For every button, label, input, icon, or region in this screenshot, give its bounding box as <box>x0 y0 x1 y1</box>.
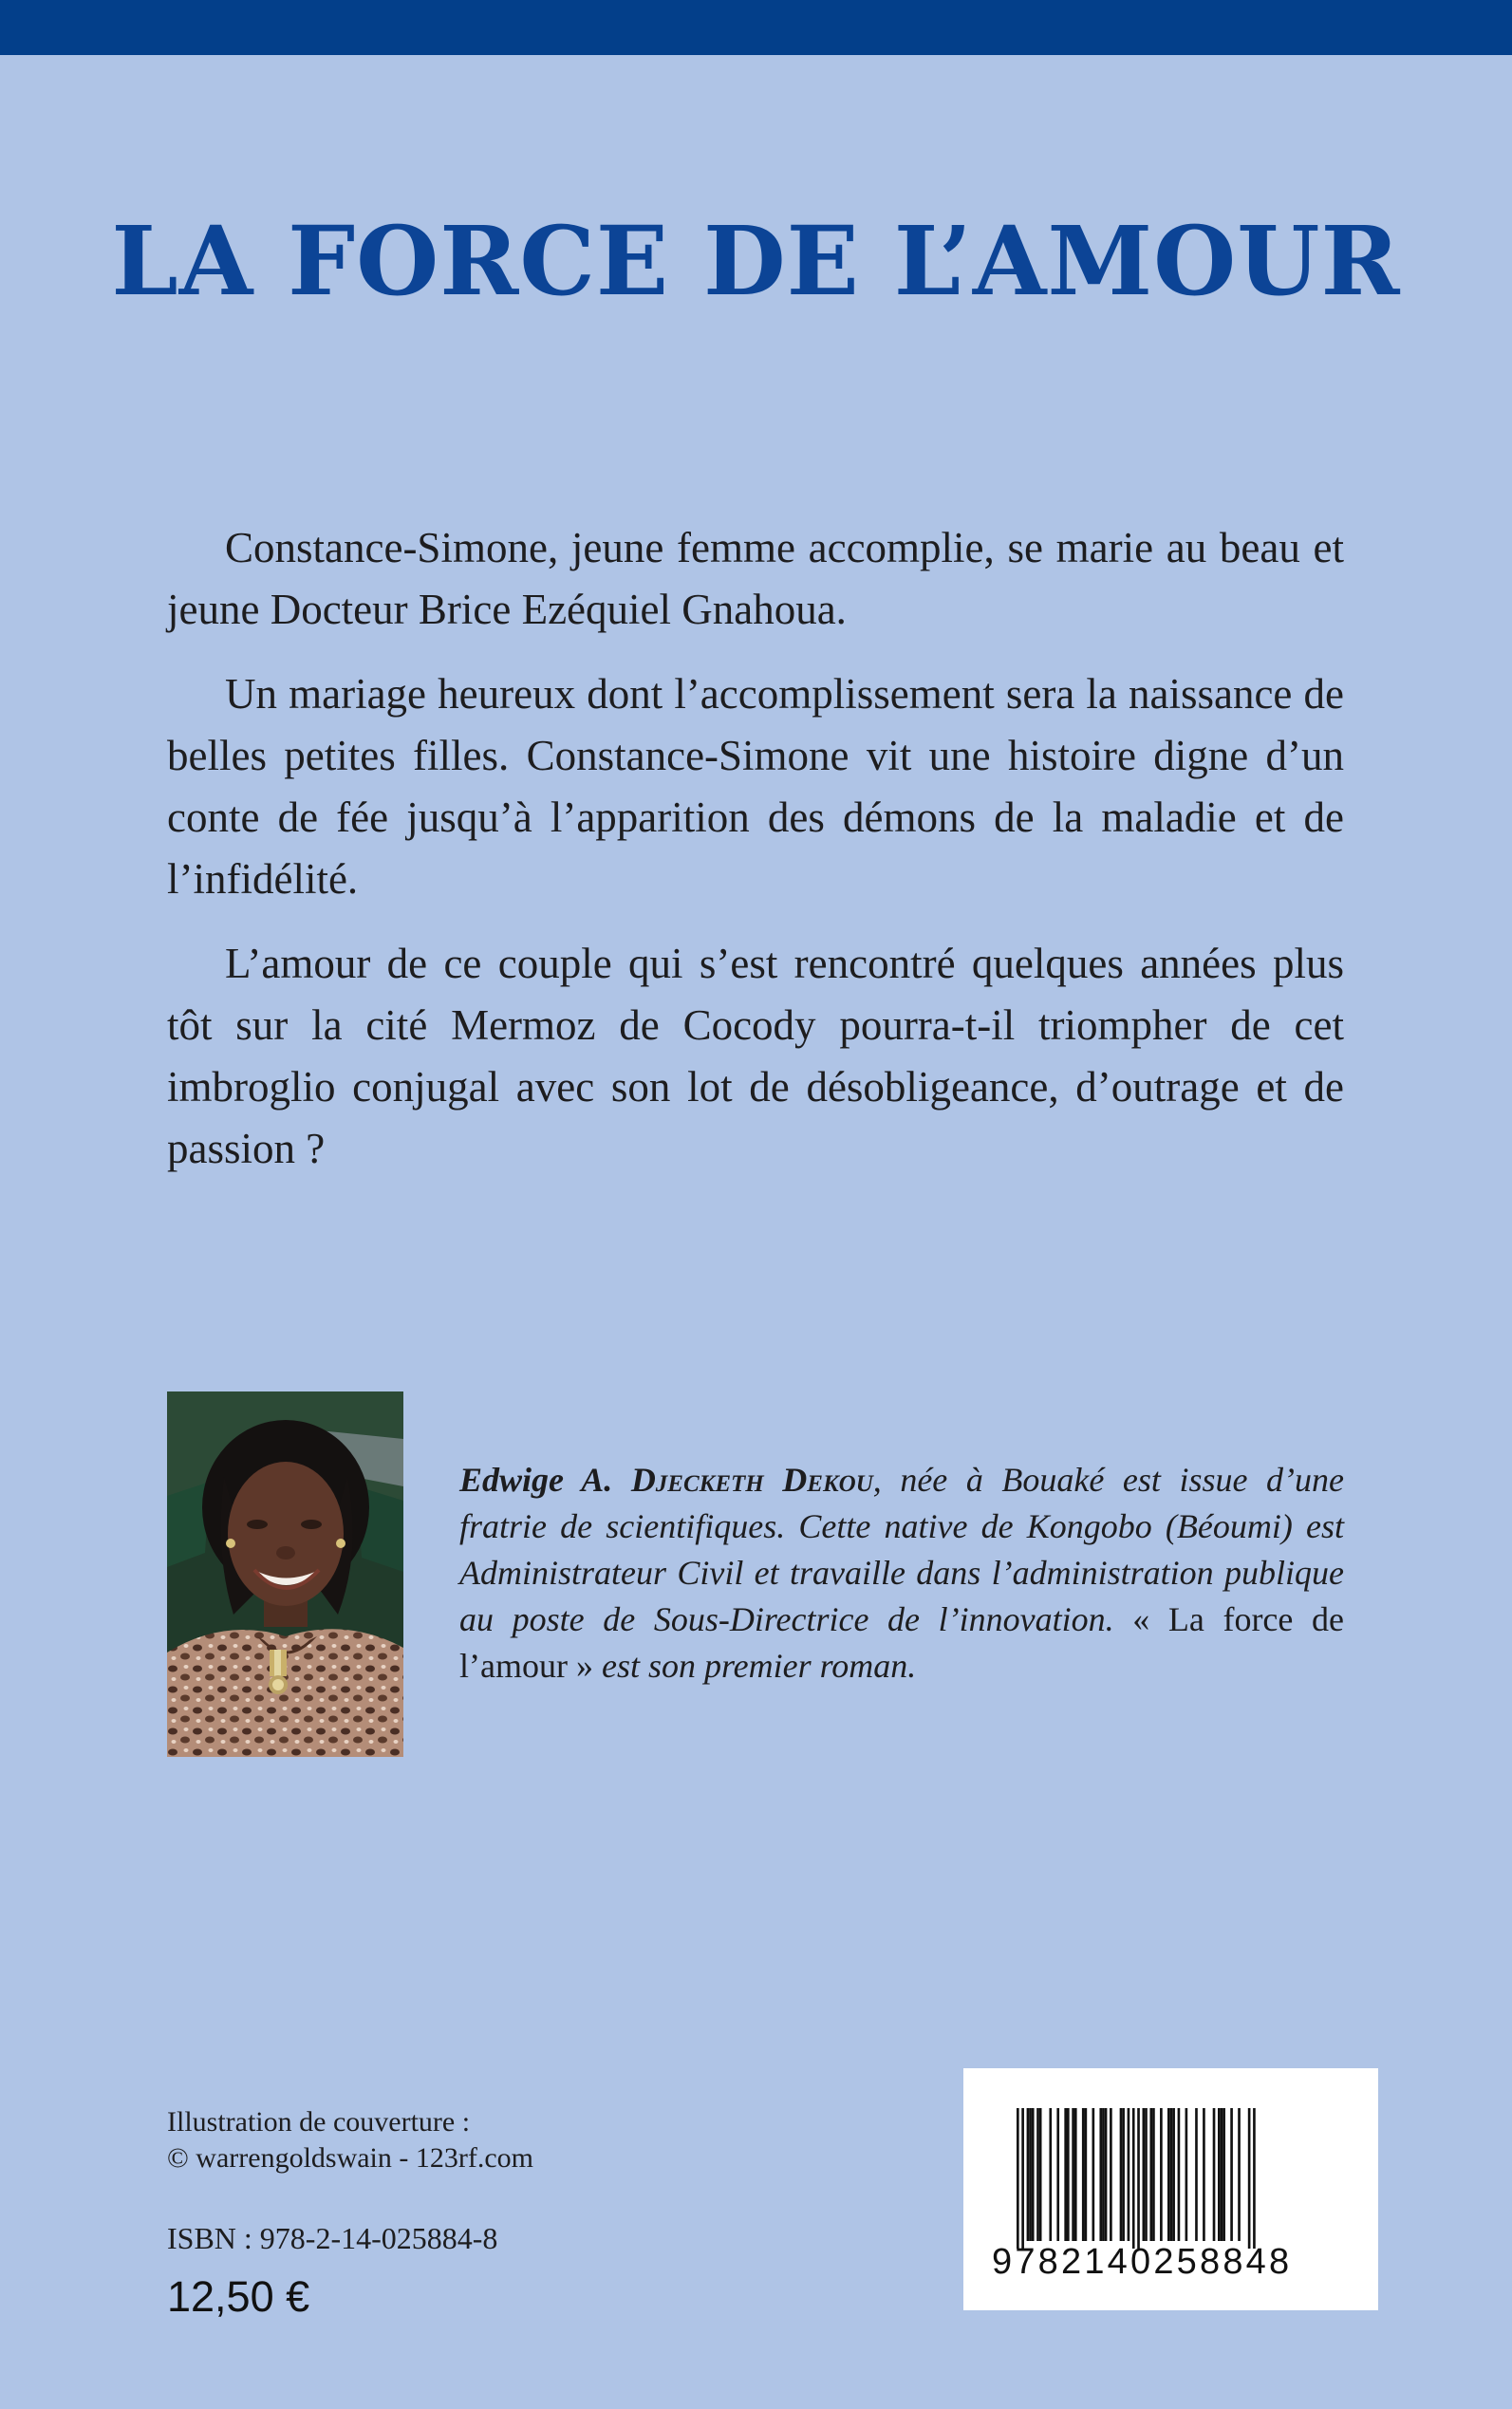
price-label: 12,50 € <box>167 2272 310 2321</box>
barcode-bar <box>1082 2108 1085 2241</box>
author-portrait-photo <box>167 1391 403 1757</box>
synopsis-paragraph: Constance-Simone, jeune femme accomplie, se marie au beau et jeune Docteur Brice Ezéquiel Gnahoua. <box>167 524 1344 633</box>
barcode-bar <box>1160 2108 1163 2241</box>
barcode-bar <box>1149 2108 1152 2241</box>
barcode-bar <box>1218 2108 1221 2241</box>
top-color-band <box>0 0 1512 55</box>
barcode-bar <box>1170 2108 1173 2241</box>
barcode-bar <box>1027 2108 1030 2241</box>
credits-line: © warrengoldswain - 123rf.com <box>167 2142 534 2174</box>
barcode-bar <box>1152 2108 1155 2241</box>
barcode-bars <box>963 2068 1378 2249</box>
synopsis-paragraph: Un mariage heureux dont l’accomplissement sera la naissance de belles petites filles. Constance-Simone vit une histoire digne d’un conte de fée jusqu’à l’apparition des démons de la maladie et de l’infidélité. <box>167 670 1344 903</box>
barcode-bar <box>1074 2108 1077 2241</box>
isbn-number: ISBN : 978-2-14-025884-8 <box>167 2221 498 2255</box>
barcode-bar <box>1085 2108 1088 2241</box>
author-first-name: Edwige A. <box>459 1461 631 1499</box>
barcode <box>963 2068 1378 2310</box>
barcode-bar <box>1221 2108 1223 2241</box>
barcode-bar <box>1099 2108 1102 2241</box>
barcode-bar <box>1253 2108 1256 2249</box>
barcode-bar <box>1185 2108 1188 2241</box>
barcode-bar <box>1102 2108 1105 2241</box>
barcode-bar <box>1039 2108 1042 2241</box>
barcode-bar <box>1064 2108 1067 2241</box>
barcode-bar <box>1110 2108 1112 2241</box>
barcode-bar <box>1120 2108 1123 2241</box>
book-title: LA FORCE DE L’AMOUR <box>111 205 1401 317</box>
barcode-bar <box>1230 2108 1233 2241</box>
book-title-reference: « La force de l’amour » <box>459 1600 1344 1685</box>
barcode-bar <box>1072 2108 1074 2241</box>
synopsis-paragraph: L’amour de ce couple qui s’est rencontré quelques années plus tôt sur la cité Mermoz de Cocody pourra-t-il triompher de cet imbroglio conjugal avec son lot de désobligeance, d’outrage et de passion ? <box>167 940 1344 1172</box>
barcode-bar <box>1145 2108 1148 2241</box>
barcode-bar <box>1167 2108 1170 2241</box>
barcode-digits: 9782140258848 <box>992 2242 1293 2282</box>
barcode-bar <box>1036 2108 1039 2241</box>
synopsis <box>167 517 1344 1203</box>
barcode-bar <box>1105 2108 1108 2241</box>
barcode-bar <box>1049 2108 1052 2241</box>
barcode-bar <box>1128 2108 1130 2241</box>
author-bio <box>459 1457 1344 1690</box>
barcode-bar <box>1238 2108 1241 2241</box>
barcode-bar <box>1195 2108 1198 2241</box>
barcode-bar <box>1017 2108 1019 2249</box>
barcode-bar <box>1067 2108 1070 2241</box>
credits-line: Illustration de couverture : <box>167 2106 471 2138</box>
barcode-bar <box>1132 2108 1135 2249</box>
barcode-bar <box>1092 2108 1095 2241</box>
barcode-bar <box>1137 2108 1140 2249</box>
barcode-bar <box>1032 2108 1035 2241</box>
barcode-bar <box>1223 2108 1225 2241</box>
author-bio-text: , née à Bouaké est issue d’une fratrie de scientifiques. Cette native de Kongobo (Béoumi) est Administrateur Civil et travaille dans l’administration publique au poste de Sous-Directrice de l’innovation. <box>459 1461 1344 1638</box>
barcode-bar <box>1213 2108 1216 2241</box>
cover-credits <box>167 2104 533 2176</box>
barcode-bar <box>1056 2108 1059 2241</box>
barcode-bar <box>1248 2108 1251 2249</box>
barcode-bar <box>1122 2108 1125 2241</box>
barcode-bar <box>1029 2108 1032 2241</box>
barcode-bar <box>1172 2108 1175 2241</box>
barcode-bar <box>1203 2108 1205 2241</box>
barcode-bar <box>1143 2108 1146 2241</box>
author-bio-ending: est son premier roman. <box>592 1647 917 1685</box>
barcode-bar <box>1178 2108 1181 2241</box>
author-last-name: Djecketh Dekou <box>630 1461 873 1499</box>
barcode-bar <box>1021 2108 1024 2249</box>
